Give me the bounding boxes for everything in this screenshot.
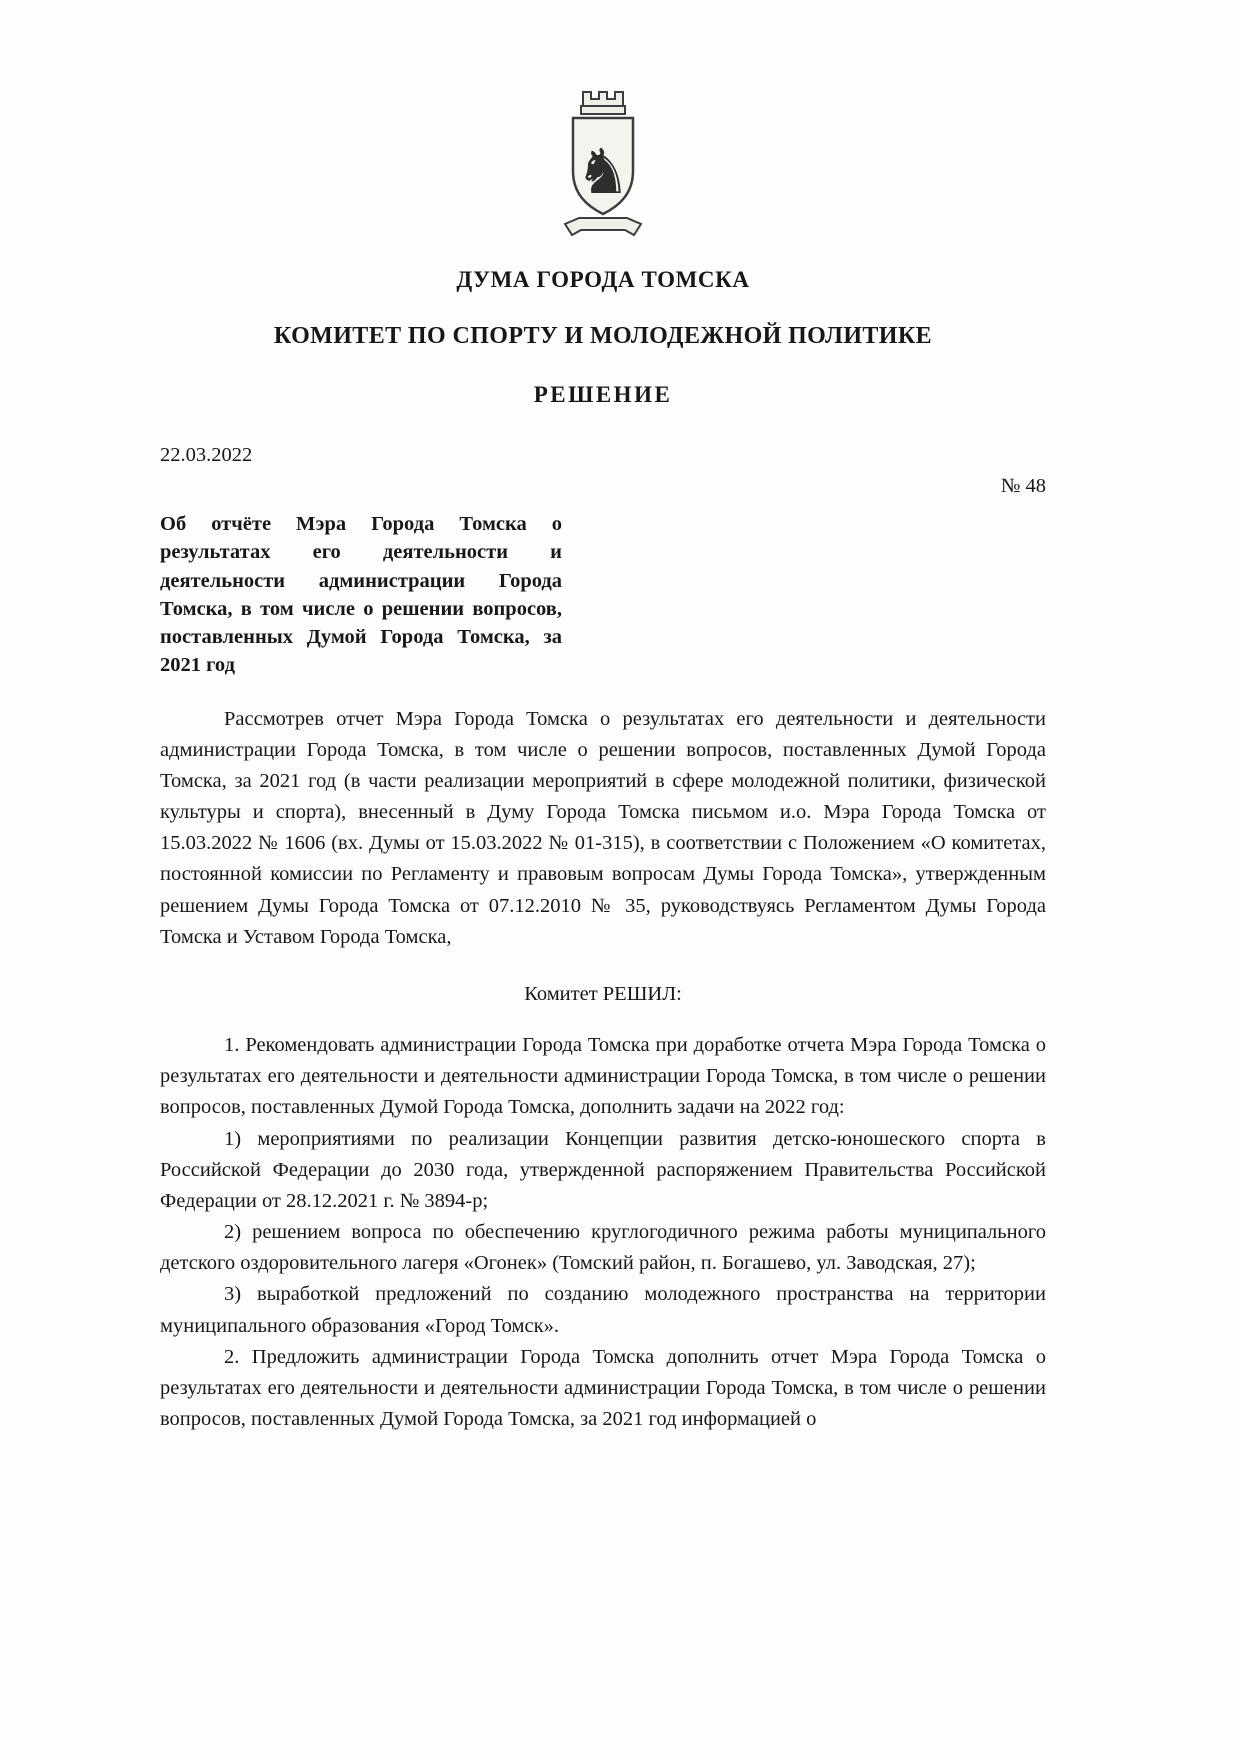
- document-number: № 48: [1000, 475, 1046, 497]
- committee-name: КОМИТЕТ ПО СПОРТУ И МОЛОДЕЖНОЙ ПОЛИТИКЕ: [273, 323, 933, 349]
- resolution-item-2: 2. Предложить администрации Города Томска дополнить отчет Мэра Города Томска о результатах его деятельности и деятельности администрации Города Томска, в том числе о решении вопросов, поставленных Думой Города Томска, за 2021 год информацией о: [160, 1345, 1046, 1430]
- resolution-subitem-2: 2) решением вопроса по обеспечению круглогодичного режима работы муниципального детского оздоровительного лагеря «Огонек» (Томский район, п. Богашево, ул. Заводская, 27);: [160, 1221, 1046, 1275]
- resolution-heading: Комитет РЕШИЛ:: [524, 982, 682, 1005]
- organization-name: ДУМА ГОРОДА ТОМСКА: [456, 267, 750, 292]
- document-date: 22.03.2022: [160, 444, 253, 466]
- ribbon-icon: [565, 218, 641, 235]
- document-type: РЕШЕНИЕ: [533, 382, 673, 407]
- document-content: [160, 86, 1046, 1435]
- mural-crown-icon: [581, 92, 625, 114]
- document-subject: Об отчёте Мэра Города Томска о результатах его деятельности и деятельности администрации Города Томска, в том числе о решении вопросов, поставленных Думой Города Томска, за 2021 год: [160, 513, 562, 677]
- coat-of-arms-icon: [551, 86, 655, 246]
- resolution-subitem-1: 1) мероприятиями по реализации Концепции развития детско-юношеского спорта в Российской Федерации до 2030 года, утвержденной распоряжением Правительства Российской Федерации от 28.12.2021 г. № 3894-р;: [160, 1127, 1046, 1212]
- tomsk-coat-of-arms: [160, 86, 1046, 251]
- resolution-item-1: 1. Рекомендовать администрации Города Томска при доработке отчета Мэра Города Томска о результатах его деятельности и деятельности администрации Города Томска, в том числе о решении вопросов, поставленных Думой Города Томска, дополнить задачи на 2022 год:: [160, 1034, 1046, 1119]
- resolution-subitem-3: 3) выработкой предложений по созданию молодежного пространства на территории муниципального образования «Город Томск».: [160, 1283, 1046, 1337]
- horse-icon: ♞: [575, 135, 631, 208]
- preamble-paragraph: Рассмотрев отчет Мэра Города Томска о результатах его деятельности и деятельности администрации Города Томска, в том числе о решении вопросов, поставленных Думой Города Томска, за 2021 год (в части реализации мероприятий в сфере молодежной политики, физической культуры и спорта), внесенный в Думу Города Томска письмом и.о. Мэра Города Томска от 15.03.2022 № 1606 (вх. Думы от 15.03.2022 № 01-315), в соответствии с Положением «О комитетах, постоянной комиссии по Регламенту и правовым вопросам Думы Города Томска», утвержденным решением Думы Города Томска от 07.12.2010 № 35, руководствуясь Регламентом Думы Города Томска и Уставом Города Томска,: [160, 707, 1046, 948]
